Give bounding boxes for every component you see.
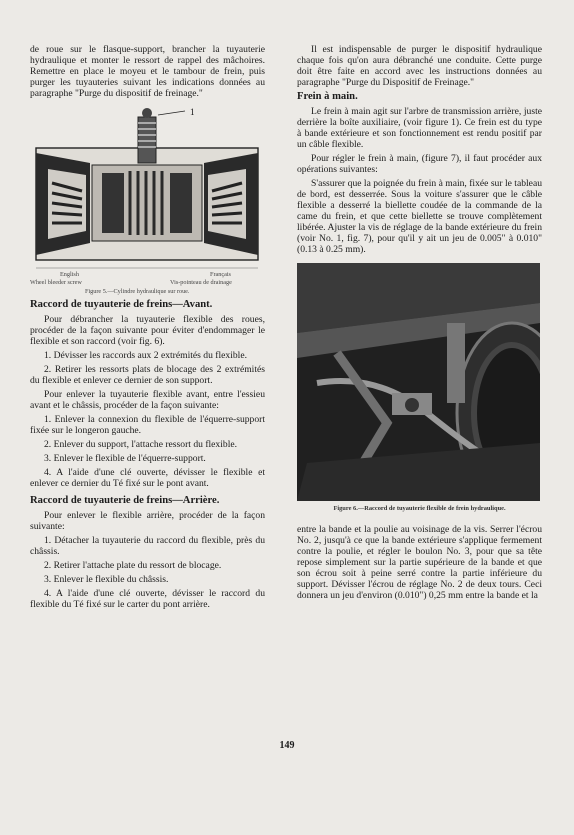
paragraph: 4. A l'aide d'une clé ouverte, dévisser le raccord du flexible du Té fixé sur le carter du pont arrière.: [30, 588, 265, 610]
figure-label-bleeder-screw: Wheel bleeder screw: [30, 279, 82, 286]
wheel-cylinder-drawing: [30, 103, 265, 293]
paragraph: 3. Enlever le flexible de l'équerre-support.: [44, 453, 206, 464]
paragraph: 1. Enlever la connexion du flexible de l'équerre-support fixée sur le longeron gauche.: [30, 414, 265, 436]
figure-flexible-hose-photo: [297, 263, 540, 501]
paragraph: Le frein à main agit sur l'arbre de transmission arrière, juste derrière la boîte auxiliaire, (voir figure 1). Ce frein est du type à bande extérieure et son fonctionnement est rendu positif par un câble flexible.: [297, 106, 542, 150]
section-heading-rear: Raccord de tuyauterie de freins—Arrière.: [30, 495, 220, 506]
figure-label-francais: Français: [210, 271, 231, 278]
paragraph: 3. Enlever le flexible du châssis.: [44, 574, 169, 585]
paragraph: entre la bande et la poulie au voisinage de la vis. Serrer l'écrou No. 2, jusqu'à ce que la bande extérieure s'applique fermement contre la poulie, et régler le boulon No. 3, pour que sa tête repose simplement sur la partie supérieure de la bande et que son écrou soit à peine serré contre la partie inférieure du support. Dévisser l'écrou de réglage No. 2 de deux tours. Ceci donnera un jeu d'environ (0.010") 0,25 mm entre la bande et la: [297, 524, 542, 601]
callout-number: 1: [190, 107, 195, 117]
figure-wheel-cylinder: [30, 103, 265, 293]
paragraph: de roue sur le flasque-support, brancher la tuyauterie hydraulique et monter le ressort de rappel des mâchoires. Remettre en place le moyeu et le tambour de frein, puis purger les tuyauteries suivant les indications données au paragraphe "Purge du dispositif de freinage.": [30, 44, 265, 99]
figure-caption: Figure 5.—Cylindre hydraulique sur roue.: [85, 288, 190, 295]
figure-label-drainage: Vis-pointeau de drainage: [170, 279, 232, 286]
section-heading-handbrake: Frein à main.: [297, 91, 358, 102]
paragraph: Pour enlever la tuyauterie flexible avant, entre l'essieu avant et le châssis, procéder de la façon suivante:: [30, 389, 265, 411]
paragraph: Pour enlever le flexible arrière, procéder de la façon suivante:: [30, 510, 265, 532]
photo-illustration: [297, 263, 540, 501]
paragraph: Pour régler le frein à main, (figure 7), il faut procéder aux opérations suivantes:: [297, 153, 542, 175]
paragraph: 4. A l'aide d'une clé ouverte, dévisser le flexible et enlever ce dernier du Té fixé sur le pont avant.: [30, 467, 265, 489]
paragraph: Il est indispensable de purger le dispositif hydraulique chaque fois qu'on aura débranché une conduite. Cette purge doit être faite en accord avec les instructions données au paragraphe "Purge du Dispositif de Freinage.": [297, 44, 542, 88]
paragraph: 2. Retirer les ressorts plats de blocage des 2 extrémités du flexible et enlever ce dernier de son support.: [30, 364, 265, 386]
page-number: 149: [279, 740, 295, 751]
section-heading-front: Raccord de tuyauterie de freins—Avant.: [30, 299, 213, 310]
paragraph: S'assurer que la poignée du frein à main, fixée sur le tableau de bord, est desserrée. Sous la voiture s'assurer que le câble flexible a desserré la biellette coudée de la commande de la came du frein, et que cette biellette se trouve complètement libérée. Ajuster la vis de réglage de la bande extérieure du frein (voir No. 1, fig. 7), pour qu'il y ait un jeu de 0.005" à 0.010" (0.13 à 0.25 mm).: [297, 178, 542, 255]
paragraph: 2. Enlever du support, l'attache ressort du flexible.: [44, 439, 238, 450]
left-column: [30, 44, 265, 613]
paragraph: 1. Dévisser les raccords aux 2 extrémités du flexible.: [44, 350, 248, 361]
paragraph: 1. Détacher la tuyauterie du raccord du flexible, près du châssis.: [30, 535, 265, 557]
figure-caption: Figure 6.—Raccord de tuyauterie flexible de frein hydraulique.: [333, 505, 506, 512]
right-column: [297, 44, 542, 604]
figure-label-english: English: [60, 271, 79, 278]
paragraph: Pour débrancher la tuyauterie flexible des roues, procéder de la façon suivante pour éviter d'endommager le flexible et son raccord (voir fig. 6).: [30, 314, 265, 347]
paragraph: 2. Retirer l'attache plate du ressort de blocage.: [44, 560, 222, 571]
